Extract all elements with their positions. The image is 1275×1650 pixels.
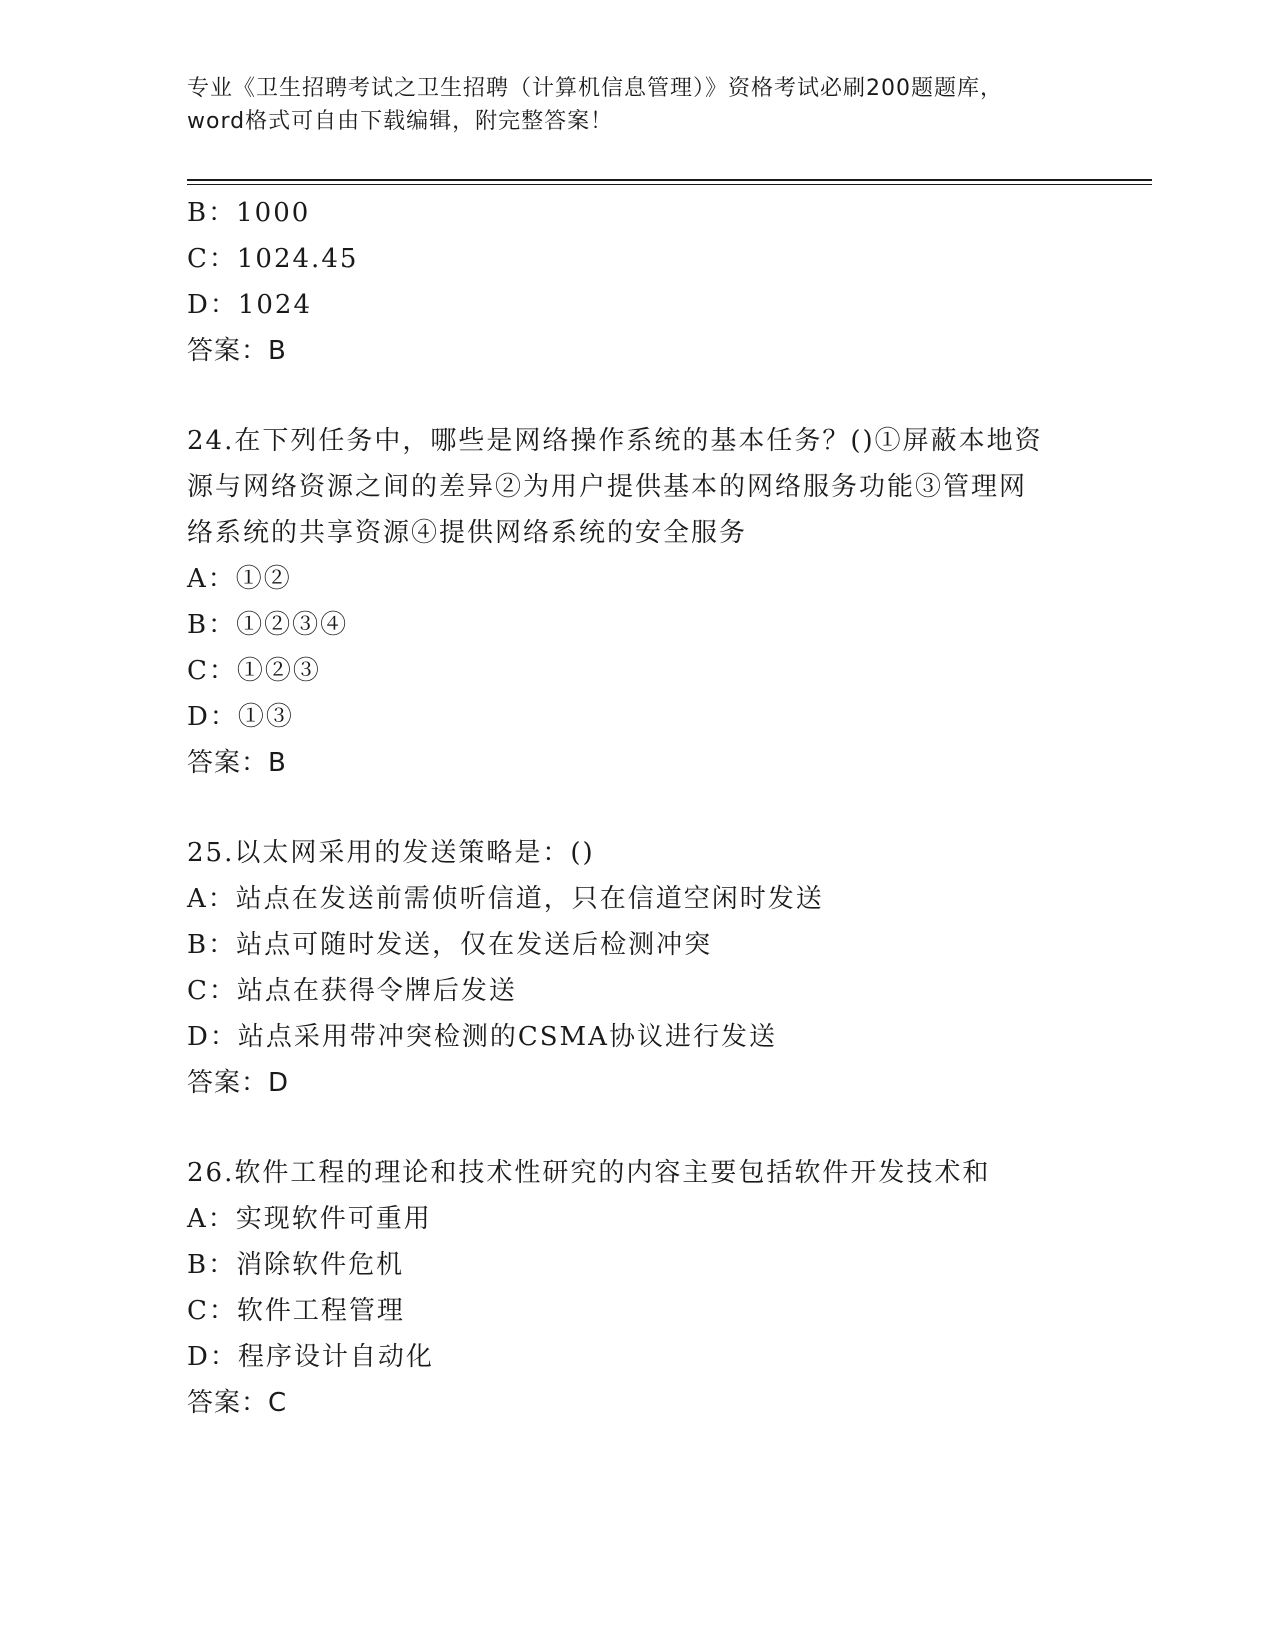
option-b: B：1000 [187, 198, 311, 228]
question-stem-line-3: 络系统的共享资源④提供网络系统的安全服务 [187, 518, 748, 548]
option-b: B：①②③④ [187, 610, 349, 640]
option-a: A：①② [187, 564, 292, 594]
option-a: A：实现软件可重用 [187, 1204, 432, 1234]
question-list [187, 190, 1087, 1426]
option-c: C：软件工程管理 [187, 1296, 405, 1326]
spacer [187, 786, 1087, 830]
question-26 [187, 1150, 1087, 1426]
question-stem-line-2: 源与网络资源之间的差异②为用户提供基本的网络服务功能③管理网 [187, 472, 1028, 502]
question-25 [187, 830, 1087, 1106]
option-d: D：站点采用带冲突检测的CSMA协议进行发送 [187, 1022, 777, 1052]
question-stem: 25.以太网采用的发送策略是：() [187, 838, 595, 868]
option-c: C：站点在获得令牌后发送 [187, 976, 517, 1006]
header-divider-thin [187, 184, 1152, 185]
answer-line: 答案：B [187, 748, 287, 778]
question-24 [187, 418, 1087, 786]
option-c: C：①②③ [187, 656, 321, 686]
header-line-2: word格式可自由下载编辑，附完整答案！ [187, 109, 614, 134]
option-b: B：站点可随时发送，仅在发送后检测冲突 [187, 930, 713, 960]
option-b: B：消除软件危机 [187, 1250, 405, 1280]
option-c: C：1024.45 [187, 244, 359, 274]
option-a: A：站点在发送前需侦听信道，只在信道空闲时发送 [187, 884, 824, 914]
header-line-1: 专业《卫生招聘考试之卫生招聘（计算机信息管理）》资格考试必刷200题题库， [187, 76, 1003, 101]
option-d: D：1024 [187, 290, 313, 320]
question-23 [187, 190, 1087, 374]
answer-line: 答案：C [187, 1388, 288, 1418]
header-divider-thick [187, 179, 1152, 181]
document-header [187, 72, 1087, 138]
spacer [187, 1106, 1087, 1150]
spacer [187, 374, 1087, 418]
question-stem: 26.软件工程的理论和技术性研究的内容主要包括软件开发技术和 [187, 1158, 991, 1188]
option-d: D：①③ [187, 702, 294, 732]
option-d: D：程序设计自动化 [187, 1342, 434, 1372]
answer-line: 答案：D [187, 1068, 290, 1098]
question-stem-line-1: 24.在下列任务中，哪些是网络操作系统的基本任务？()①屏蔽本地资 [187, 426, 1043, 456]
answer-line: 答案：B [187, 336, 287, 366]
